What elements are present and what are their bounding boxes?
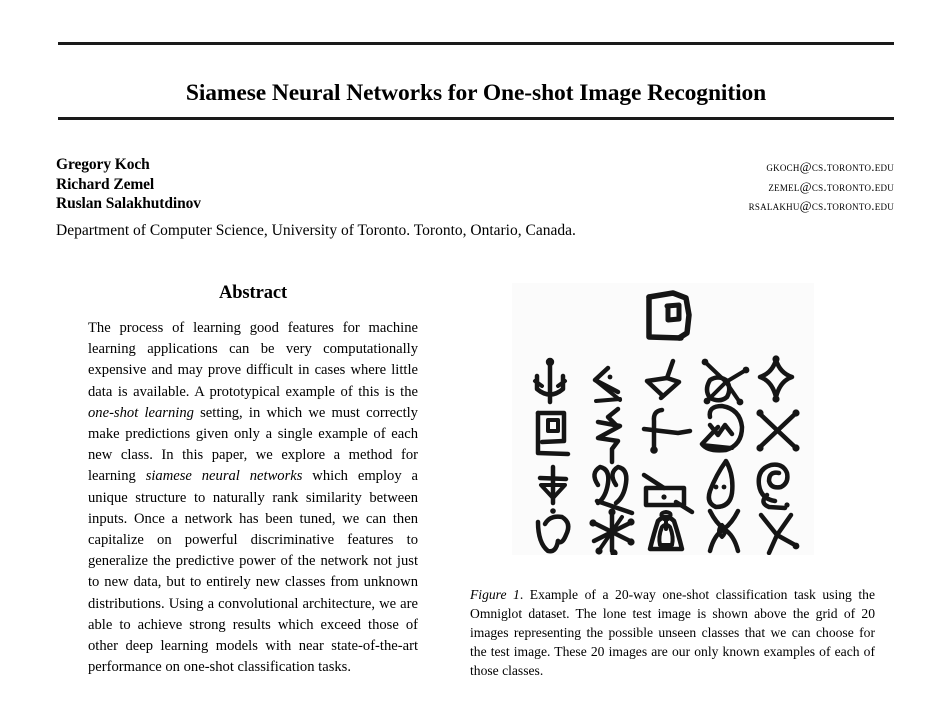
figure-block [470,283,882,679]
abstract-text [88,318,418,678]
abstract-heading: Abstract [218,283,288,303]
figure-caption-text: . Example of a 20-way one-shot classification task using the Omniglot dataset. The lone test image is shown above the grid of 20 images representing the possible unseen classes that we can choose for the test image. These 20 images are our only known examples of each of those classes. [470,587,875,679]
author-name: Ruslan Salakhutdinov [56,195,201,212]
header-rule-bottom [58,117,894,120]
author-email: zemel@cs.toronto.edu [768,178,894,194]
page-title: Siamese Neural Networks for One-shot Image Recognition [185,79,767,106]
affiliation-line: Department of Computer Science, University of Toronto. Toronto, Ontario, Canada. [56,222,576,239]
author-email-list [474,157,894,216]
abstract-emphasis-siamese-neural-networks: siamese neural networks [145,468,303,485]
abstract-part-1: The process of learning good features for machine learning applications can be very computationally expensive and may prove difficult in cases where little data is available. A prototypical example of this is the [88,320,418,400]
author-name: Richard Zemel [56,175,155,193]
abstract-part-2: setting, in which we must correctly make predictions given only a single example of each new class. In this paper, we explore a method for learning [88,404,418,485]
figure-label: Figure 1 [470,587,520,602]
omniglot-figure-image [512,283,814,555]
author-email: gkoch@cs.toronto.edu [766,159,894,174]
omniglot-glyph-canvas [512,283,814,555]
abstract-section [88,283,418,678]
author-email: rsalakhu@cs.toronto.edu [748,198,894,213]
figure-caption [470,585,875,680]
abstract-part-3: which employ a unique structure to naturally rank similarity between inputs. Once a network has been tuned, we can then capitalize on powerful discriminative features to generalize the predictive power of the network not just to new data, but to entirely new classes from unknown distributions. Using a convolutional architecture, we are able to achieve strong results which exceed those of other deep learning models with near state-of-the-art performance on one-shot classification tasks. [88,468,418,676]
header-rule-top [58,42,894,45]
abstract-emphasis-one-shot-learning: one-shot learning [88,404,194,421]
author-name: Gregory Koch [56,156,150,173]
author-list [56,155,476,214]
